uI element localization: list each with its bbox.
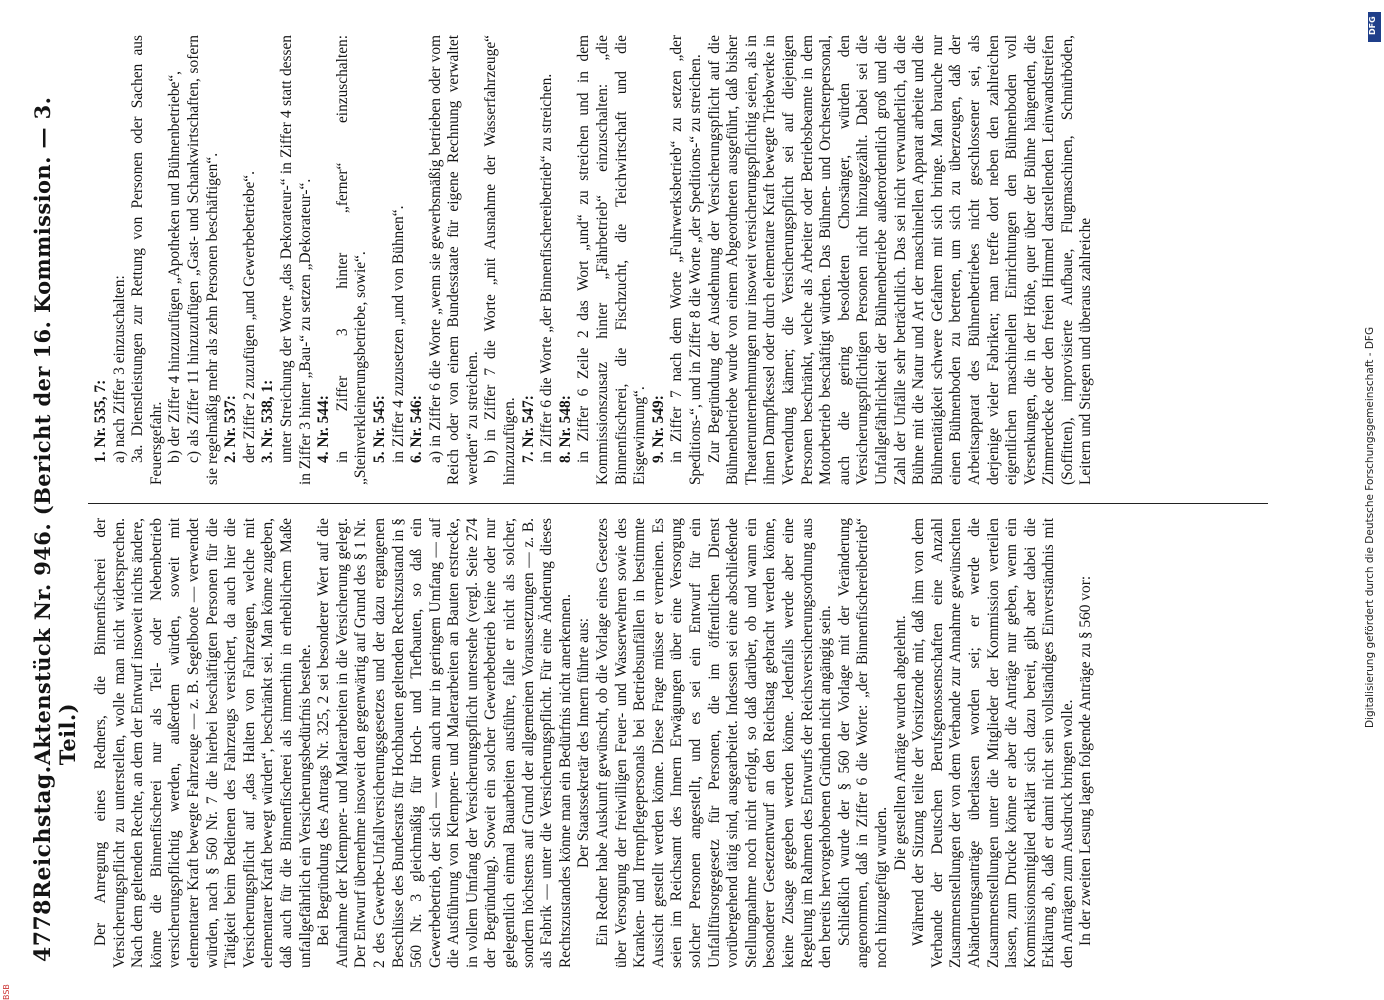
paragraph: In der zweiten Lesung lagen folgende Anträge zu § 560 vor: [1077,575,1095,946]
motion-number: 1. Nr. 535, 7: [92,379,109,463]
motion-item [222,35,241,485]
motion-text: b) in Ziffer 7 die Worte „mit Ausnahme der Wasserfahrzeuge“ hinzuzufügen. [482,35,519,485]
motion-text: in Ziffer 6 die Worte „der Binnenfischereibetrieb“ zu streichen. [538,73,556,463]
paragraph-heading: Der Staatssekretär des Innern führte aus: [575,618,593,869]
motion-number: 9. Nr. 549: [649,395,667,463]
motion-text: in Ziffer 4 zuzusetzen „und von Bühnen“. [389,205,407,463]
paragraph: Ein Redner habe Auskunft gewünscht, ob die Vorlage eines Gesetzes über Versorgung der freiwilligen Feuer- und Wasserwehren sowie des Kranken- und Irrenpflegepersonals bei Betriebsunfällen in bestimmte Aussicht gestellt werden könne. Diese Frage müsse er verneinen. Es seien im Reichsamt des Innern Erwägungen über eine Versorgung solcher Personen angestellt, und es sei ein Entwurf für ein Unfallfürsorgegesetz für Personen, die im öffentlichen Dienst vorübergehend tätig sind, ausgearbeitet. Indessen sei eine abschließende Stellungnahme noch nicht erfolgt, so daß darüber, ob und wann ein besonderer Gesetzentwurf an den Reichstag gebracht werden könne, keine Zusage gegeben werden könne. Jedenfalls werde aber eine Regelung im Rahmen des Entwurfs der Reichsversicherungsordnung aus den bereits hervorgehobenen Gründen nicht angängig sein. [594,518,835,968]
motion-text: c) als Ziffer 11 hinzuzufügen „Gast- und Schankwirtschaften, sofern sie regelmäßig mehr als zehn Personen beschäftigen“. [184,35,221,485]
paragraph: Bei Begründung des Antrags Nr. 325, 2 sei besonderer Wert auf die Aufnahme der Klempner- und Malerarbeiten in die Versicherung gelegt. Der Entwurf übernehme insoweit den gegenwärtig auf Grund des § 1 Nr. 2 des Gewerbe-Unfallversicherungsgesetzes und der dazu ergangenen Beschlüsse des Bundesrats für Hochbauten geltenden Rechtszustand in § 560 Nr. 3 gleichmäßig für Hoch- und Tiefbauten, so daß ein Gewerbebetrieb, der sich — wenn auch nur in geringem Umfang — auf die Ausführung von Klempner- und Malerarbeiten an Bauten erstrecke, in vollem Umfang der Versicherungspflicht unterstehe (vergl. Seite 274 der Begründung). Soweit ein solcher Gewerbebetrieb keine oder nur gelegentlich einmal Bauarbeiten ausführe, falle er nicht als solcher, sondern höchstens auf Grund der allgemeinen Voraussetzungen — z. B. als Fabrik — unter die Versicherungspflicht. Für eine Änderung dieses Rechtszustandes könne man ein Bedürfnis nicht anerkennen. [315,518,574,968]
motion-number: 6. Nr. 546: [408,395,426,463]
column-divider [88,503,1268,504]
motion-number: 3. Nr. 538, 1: [259,379,277,463]
motion-item [315,35,334,485]
motion-text: in Ziffer 3 hinter „ferner“ einzuschalten: „Steinverkleinerungsbetriebe, sowie“. [333,35,370,485]
motion-text: unter Streichung der Worte „das Dekorateur-“ in Ziffer 4 statt dessen in Ziffer 3 hinter „Bau-“ zu setzen „Dekorateur-“. [277,35,314,485]
motion-item [371,35,390,485]
motion-number: 4. Nr. 544: [315,395,333,463]
paragraph: Der Anregung eines Redners, die Binnenfischerei der Versicherungspflicht zu unterstellen, wolle man nicht widersprechen. Nach dem geltenden Rechte, an dem der Entwurf insoweit nichts ändere, könne die Binnenfischerei nur als Teil- oder Nebenbetrieb versicherungspflichtig werden, außerdem würden, soweit mit elementarer Kraft bewegte Fahrzeuge — z. B. Segelboote — verwendet würden, nach § 560 Nr. 7 die hierbei beschäftigten Personen für die Tätigkeit beim Bedienen des Fahrzeugs versichert, da auch hier die Versicherungspflicht auf „das Halten von Fahrzeugen, welche mit elementarer Kraft bewegt würden“, beschränkt sei. Man könne zugeben, daß auch für die Binnenfischerei als immerhin in erheblichem Maße unfallgefährlich ein Versicherungsbedürfnis bestehe. [92,518,314,968]
library-code [2,940,12,1000]
motion-item [259,35,278,485]
motion-text: b) der Ziffer 4 hinzuzufügen „Apotheken und Bühnenbetriebe“, [166,70,184,463]
credit-text: Digitalisierung gefördert durch die Deutsche Forschungsgemeinschaft - DFG [1364,326,1376,728]
motion-text: 3a. Dienstleistungen zur Rettung von Personen oder Sachen aus Feuersgefahr. [129,35,165,485]
library-code-text: BSB [2,984,11,1000]
motion-number: 8. Nr. 548: [556,395,574,463]
motion-text: in Ziffer 7 nach dem Worte „Fuhrwerksbetrieb“ zu setzen „der Speditions-“, und in Ziffer 8 die Worte „der Speditions-“ zu streichen. [668,35,704,485]
motion-text: a) in Ziffer 6 die Worte „wenn sie gewerbsmäßig betrieben oder vom Reich oder von einem Bundesstaate für eigene Rechnung verwaltet werden“ zu streichen. [426,35,481,485]
paragraph: Zur Begründung der Ausdehnung der Versicherungspflicht auf die Bühnenbetriebe wurde von einem Abgeordneten ausgeführt, daß bisher Theaterunternehmungen nur insoweit versicherungspflichtig seien, als in ihnen Dampfkessel oder durch elementare Kraft bewegte Triebwerke in Verwendung kämen; die Versicherungspflicht sei auf diejenigen Personen beschränkt, welche als Arbeiter oder Betriebsbeamte in dem Motorbetrieb beschäftigt würden. Das Bühnen- und Orchesterpersonal, auch die gering besoldeten Chorsänger, würden den Versicherungspflichtigen Personen nicht hinzugezählt. Dabei sei die Unfallgefährlichkeit der Bühnenbetriebe außerordentlich groß und die Zahl der Unfälle sehr beträchtlich. Das sei nicht verwunderlich, da die Bühne mit die Natur und Art der maschinellen Apparat arbeite und die Bühnentätigkeit schwere Gefahren mit sich bringe. Man brauche nur einen Bühnenboden zu betreten, um sich zu überzeugen, daß der Arbeitsapparat des Bühnenbetriebes nicht geschlossener sei, als derjenige vieler Fabriken; man treffe dort neben den zahlreichen eigentlichen maschinellen Einrichtungen den Bühnenboden voll Versenkungen, die in der Höhe, quer über der Bühne hängenden, die Zimmerdecke oder den freien Himmel darstellenden Leinwandstreifen (Soffitten), improvisierte Aufbaue, Flugmaschinen, Schnürböden, Leitern und Stiegen und überaus zahlreiche [705,35,1095,485]
page-number: 4778 [30,899,56,962]
motion-item [520,35,539,485]
left-column [92,518,1252,968]
dfg-logo-text: DFG [1368,16,1377,35]
motion-item [557,35,576,485]
motion-text: a) nach Ziffer 3 einzuschalten: [110,275,128,463]
motion-number: 5. Nr. 545: [370,395,388,463]
motion-item [92,35,111,485]
motion-text: in Ziffer 6 Zeile 2 das Wort „und“ zu streichen und in dem Kommissionszusatz hinter „Fährbetrieb“ einzuschalten: „die Binnenfischerei, die Fischzucht, die Teichwirtschaft und die Eisgewinnung“. [575,35,649,485]
publication-name: Reichstag. [30,765,56,900]
paragraph: Während der Sitzung teilte der Vorsitzende mit, daß ihm von dem Verbande der Deutschen Berufsgenossenschaften eine Anzahl Zusammenstellungen der von dem Verbande zur Annahme gewünschten Abänderungsanträge überlassen worden sei; er werde die Zusammenstellungen unter die Mitglieder der Kommission verteilen lassen, zum Drucke könne er aber die Anträge nur geben, wenn ein Kommissionsmitglied erklärt sich dazu bereit, gibt aber dabei die Erklärung ab, daß er damit nicht sein vollständiges Einverständnis mit den Anträgen zum Ausdruck bringen wolle. [910,518,1076,968]
motion-item [650,35,669,485]
right-column [92,35,1252,485]
document-title: Aktenstück Nr. 946. (Bericht der 16. Kommission. — 3. Teil.) [30,96,80,766]
motion-number: 7. Nr. 547: [519,395,537,463]
motion-item [408,35,427,485]
motion-list [92,35,706,485]
paragraph: Die gestellten Anträge wurden abgelehnt. [891,615,909,871]
motion-text: der Ziffer 2 zuzufügen „und Gewerbebetriebe“. [240,171,258,463]
motion-number: 2. Nr. 537: [222,395,240,463]
paragraph: Schließlich wurde der § 560 der Vorlage mit der Veränderung angenommen, daß in Ziffer 6 die Worte: „der Binnenfischereibetrieb“ noch hinzugefügt wurden. [835,518,890,968]
digitization-credit [1364,8,1380,728]
page-header [30,95,80,962]
